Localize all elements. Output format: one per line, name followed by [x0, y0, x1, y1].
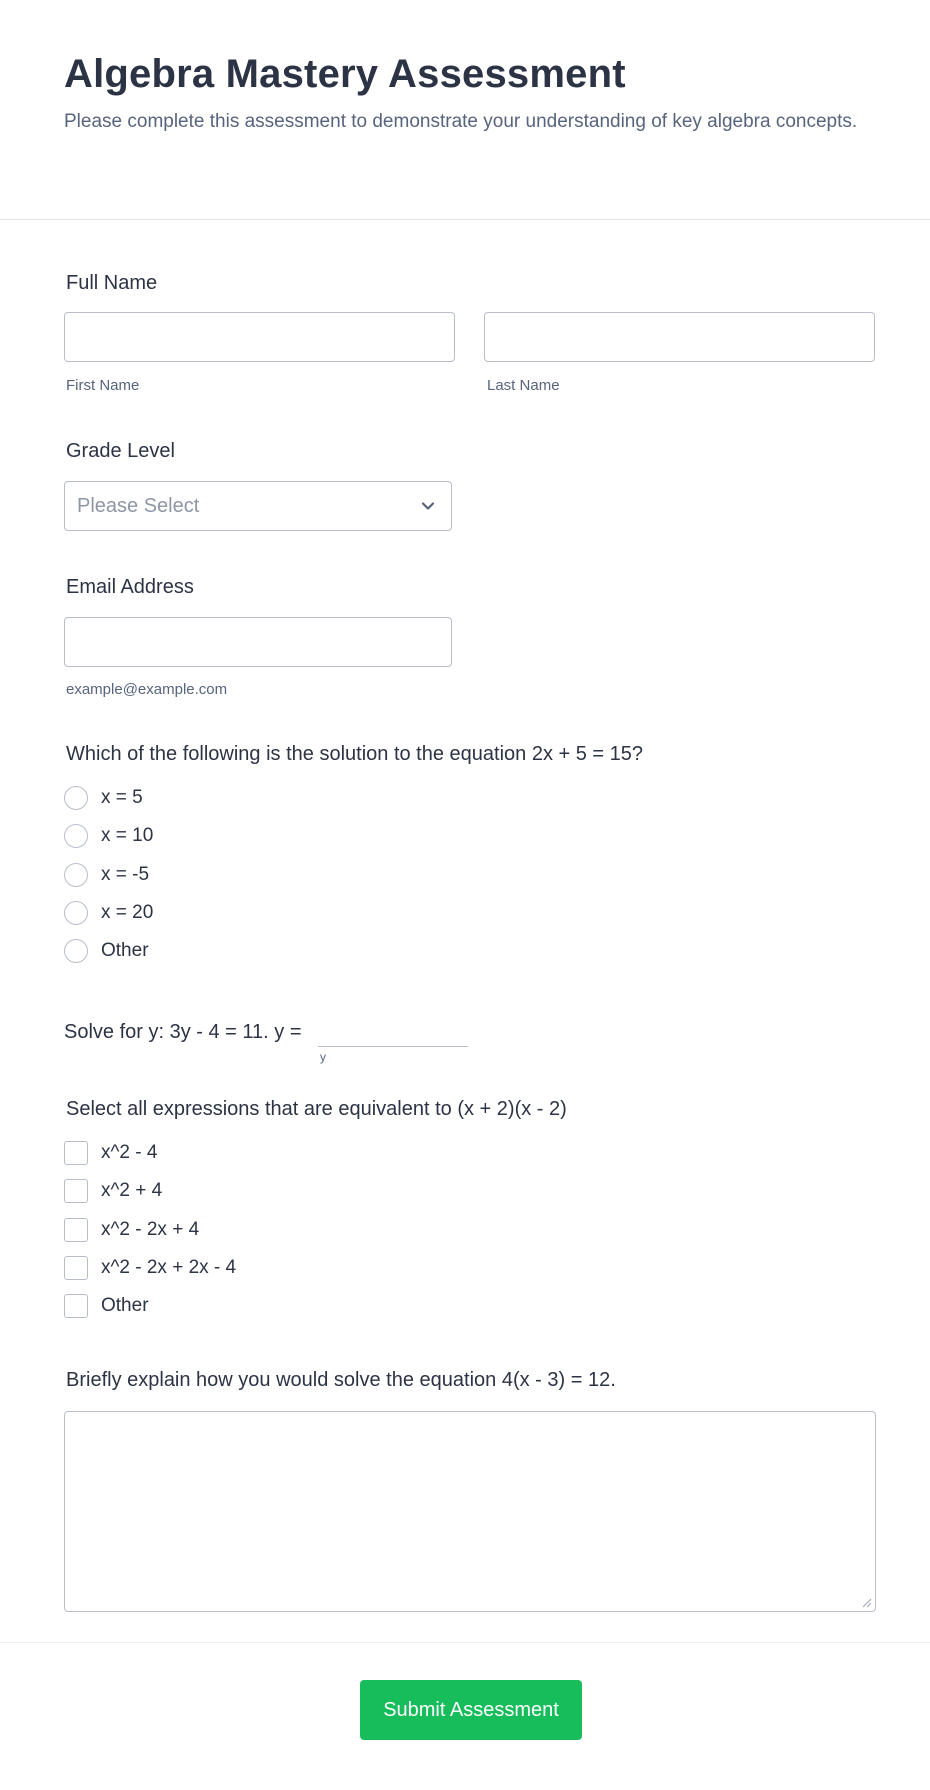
grade-level-label: Grade Level	[66, 440, 175, 462]
last-name-input[interactable]	[484, 312, 875, 362]
submit-button[interactable]: Submit Assessment	[360, 1680, 582, 1740]
y-answer-underline	[318, 1046, 468, 1047]
checkbox[interactable]	[64, 1294, 88, 1318]
y-answer-input[interactable]	[318, 1018, 468, 1046]
radio-option-label: x = 20	[101, 902, 154, 923]
grade-level-placeholder: Please Select	[77, 495, 200, 517]
last-name-sublabel: Last Name	[487, 377, 560, 394]
checkbox-option-label: Other	[101, 1295, 149, 1316]
checkbox-option-label: x^2 - 2x + 4	[101, 1219, 200, 1240]
radio-option-label: x = 10	[101, 825, 154, 846]
page-subtitle: Please complete this assessment to demonstrate your understanding of key algebra concepts.	[64, 111, 858, 132]
explanation-textarea[interactable]	[64, 1411, 876, 1612]
radio-button[interactable]	[64, 863, 88, 887]
checkbox[interactable]	[64, 1256, 88, 1280]
email-label: Email Address	[66, 576, 194, 598]
checkbox[interactable]	[64, 1179, 88, 1203]
question2-label: Solve for y: 3y - 4 = 11. y =	[64, 1021, 302, 1043]
checkbox-option-label: x^2 - 2x + 2x - 4	[101, 1257, 237, 1278]
y-answer-sublabel: y	[320, 1050, 326, 1064]
radio-button[interactable]	[64, 939, 88, 963]
checkbox-option-label: x^2 + 4	[101, 1180, 163, 1201]
form-header	[0, 0, 930, 220]
checkbox[interactable]	[64, 1218, 88, 1242]
question1-label: Which of the following is the solution to the equation 2x + 5 = 15?	[66, 743, 644, 765]
footer-divider	[0, 1642, 930, 1643]
page-title: Algebra Mastery Assessment	[64, 52, 626, 96]
chevron-down-icon	[419, 497, 437, 515]
question3-label: Select all expressions that are equivalent to (x + 2)(x - 2)	[66, 1098, 567, 1120]
grade-level-select[interactable]	[64, 481, 452, 531]
radio-option-label: x = -5	[101, 864, 150, 885]
first-name-sublabel: First Name	[66, 377, 140, 394]
radio-option-label: x = 5	[101, 787, 143, 808]
radio-button[interactable]	[64, 786, 88, 810]
radio-button[interactable]	[64, 901, 88, 925]
email-input[interactable]	[64, 617, 452, 667]
full-name-label: Full Name	[66, 272, 158, 294]
question4-label: Briefly explain how you would solve the equation 4(x - 3) = 12.	[66, 1369, 616, 1391]
checkbox-option-label: x^2 - 4	[101, 1142, 158, 1163]
radio-button[interactable]	[64, 824, 88, 848]
resize-grip-icon[interactable]	[860, 1596, 872, 1608]
checkbox[interactable]	[64, 1141, 88, 1165]
radio-option-label: Other	[101, 940, 149, 961]
first-name-input[interactable]	[64, 312, 455, 362]
email-sublabel: example@example.com	[66, 681, 228, 698]
